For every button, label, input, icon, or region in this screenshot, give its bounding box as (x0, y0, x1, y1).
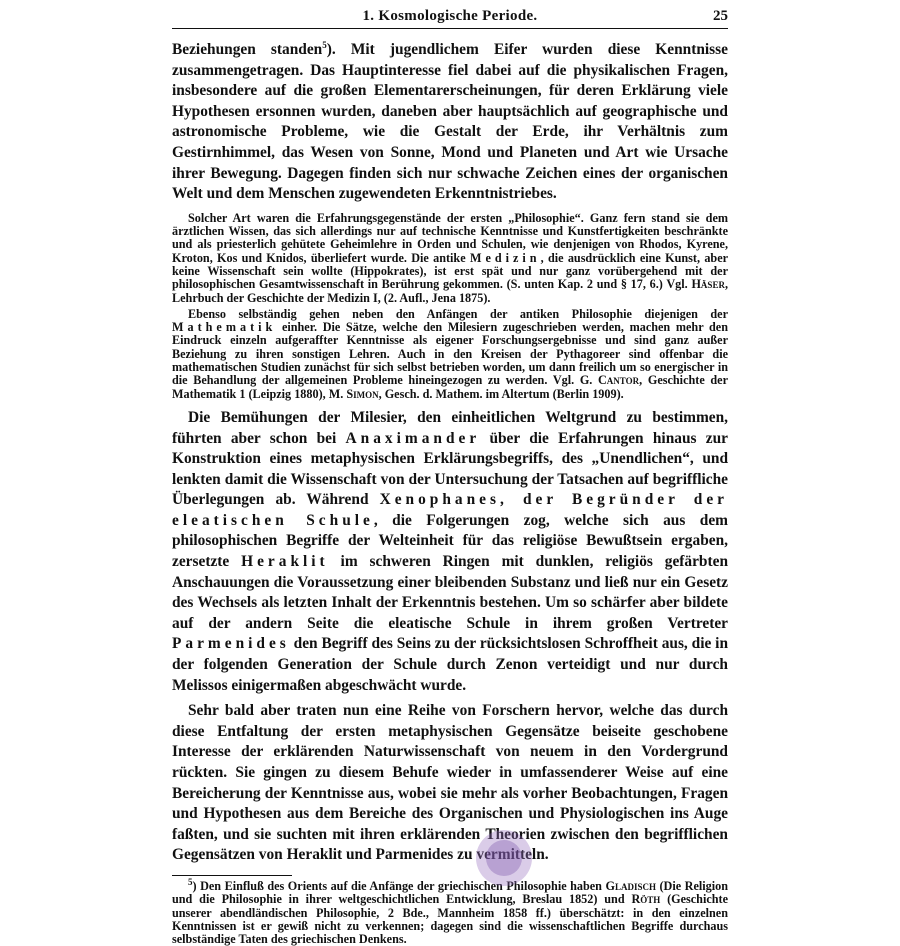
paragraph-1: Beziehungen standen$^5$). Mit jugendlichem Eifer wurden diese Kenntnisse zusammengetragen. Das Hauptinteresse fiel dabei auf die physikalischen Fragen, insbesondere auf die großen Elementarerscheinungen, für deren Erklärung viele Hypothesen ersonnen wurden, daneben aber hauptsächlich auf geographische und astronomische Probleme, wie die Gestalt der Erde, ihr Verhältnis zum Gestirnhimmel, das Wesen von Sonne, Mond und Planeten und Art wie Ursache ihrer Bewegung. Dagegen finden sich nur schwache Zeichen eines der organischen Welt und dem Menschen zugewendeten Erkenntnistriebes. (172, 39, 728, 203)
footnote-rule (172, 875, 292, 876)
running-title: 1. Kosmologische Periode. (362, 8, 538, 24)
page-body (172, 40, 728, 946)
author-simon: M. Simon (328, 386, 379, 401)
page-number: 25 (713, 8, 728, 24)
paragraph-2: Die Bemühungen der Milesier, den einheitlichen Weltgrund zu bestimmen, führten aber schon bei Anaximander über die Erfahrungen hinaus zur Konstruktion eines metaphysischen Erklärungsbegriffs, des „Unendlichen“, und lenkten damit die Wissenschaft von der Untersuchung der Tatsachen auf begriffliche Überlegungen ab. Während Xenophanes, der Begründer der eleatischen Schule, die Folgerungen zog, welche sich aus dem philosophischen Begriffe der Welteinheit für das religiöse Bewußtsein ergaben, zersetzte Heraklit im schweren Ringen mit dunklen, religiös gefärbten Anschauungen die Voraussetzung einer bleibenden Substanz und ließ nur ein Gesetz des Wechsels als letzten Inhalt der Erkenntnis bestehen. Um so schärfer aber bildete auf der andern Seite die eleatische Schule in ihrem großen Vertreter Parmenides den Begriff des Seins zu der rücksichtslosen Schroffheit aus, die in der folgenden Generation der Schule durch Zenon verteidigt und nur durch Melissos einigermaßen abgeschwächt wurde. (172, 408, 729, 694)
author-haeser: Häser (691, 277, 725, 292)
spaced-name-heraklit: Heraklit (241, 553, 329, 571)
author-cantor: G. Cantor (579, 373, 640, 388)
spaced-term-medizin: Medizin (469, 250, 541, 265)
spaced-name-xenophanes: Xenophanes, der Begründer der eleatischen Schule (172, 491, 728, 529)
author-gladisch: Gladisch (605, 878, 656, 893)
footnote-5: $^5$) Den Einfluß des Orients auf die Anfänge der griechischen Philosophie haben Gladisch (Die Religion und die Philosophie in ihrer weltgeschichtlichen Entwicklung, Breslau 1852) und Röth (Geschichte unserer abendländischen Philosophie, 2 Bde., Mannheim 1858 ff.) überschätzt: in den einzelnen Kenntnissen ist er gewiß nicht zu verkennen; dagegen sind die wissenschaftlichen Begriffe durchaus selbständige Taten des griechischen Denkens. (172, 876, 729, 946)
paragraph-3: Sehr bald aber traten nun eine Reihe von Forschern hervor, welche das durch diese Entfaltung der ersten metaphysischen Gegensätze beiseite geschobene Interesse der erklärenden Naturwissenschaft von neuem in den Vordergrund rückten. Sie gingen zu diesem Behufe wieder in umfassenderer Weise auf eine Bereicherung der Kenntnisse aus, wobei sie mehr als vorher Beobachtungen, Fragen und Hypothesen aus dem Bereiche des Organischen und Physiologischen ins Auge faßten, und sie suchten mit ihren erklärenden Theorien zwischen den begrifflichen Gegensätzen von Heraklit und Parmenides zu vermitteln. (172, 702, 728, 864)
library-stamp-watermark (476, 830, 532, 886)
spaced-name-anaximander: Anaximander (345, 429, 481, 447)
running-header (172, 4, 728, 29)
note-mathematics: Ebenso selbständig gehen neben den Anfängen der antiken Philosophie diejenigen der Mathematik einher. Die Sätze, welche den Milesiern zugeschrieben werden, machen mehr den Eindruck einzeln aufgeraffter Kenntnisse als eigener Forschungsergebnisse und sind ganz außer Beziehung zu ihren sonstigen Lehren. Auch in den Kreisen der Pythagoreer sind offenbar die mathematischen Studien zunächst für sich selbst betrieben worden, um dann freilich um so energischer in die Behandlung der allgemeinen Probleme hineingezogen zu werden. Vgl. G. Cantor, Geschichte der Mathematik 1 (Leipzig 1880), M. Simon, Gesch. d. Mathem. im Altertum (Berlin 1909). (172, 306, 728, 401)
spaced-name-parmenides: Parmenides (172, 635, 290, 653)
author-roeth: Röth (631, 892, 661, 907)
footnote-marker: 5 (322, 39, 327, 50)
spaced-term-mathematik: Mathematik (172, 320, 277, 335)
note-medicine: Solcher Art waren die Erfahrungsgegenstände der ersten „Philosophie“. Ganz fern stand sie dem ärztlichen Wissen, das sich allerdings nur auf technische Kenntnisse und Kunstfertigkeiten beschränkte und als priesterlich gehütete Geheimlehre in Orden und Schulen, wie denjenigen von Rhodos, Kyrene, Kroton, Kos und Knidos, überliefert wurde. Die antike Medizin, die ausdrücklich eine Kunst, aber keine Wissenschaft sein wollte (Hippokrates), ist erst spät und nur ganz vorübergehend mit der philosophischen Gesamtwissenschaft in Berührung gekommen. (S. unten Kap. 2 und § 17, 6.) Vgl. Häser, Lehrbuch der Geschichte der Medizin I, (2. Aufl., Jena 1875). (172, 210, 729, 305)
footnote-number: 5 (188, 876, 193, 887)
